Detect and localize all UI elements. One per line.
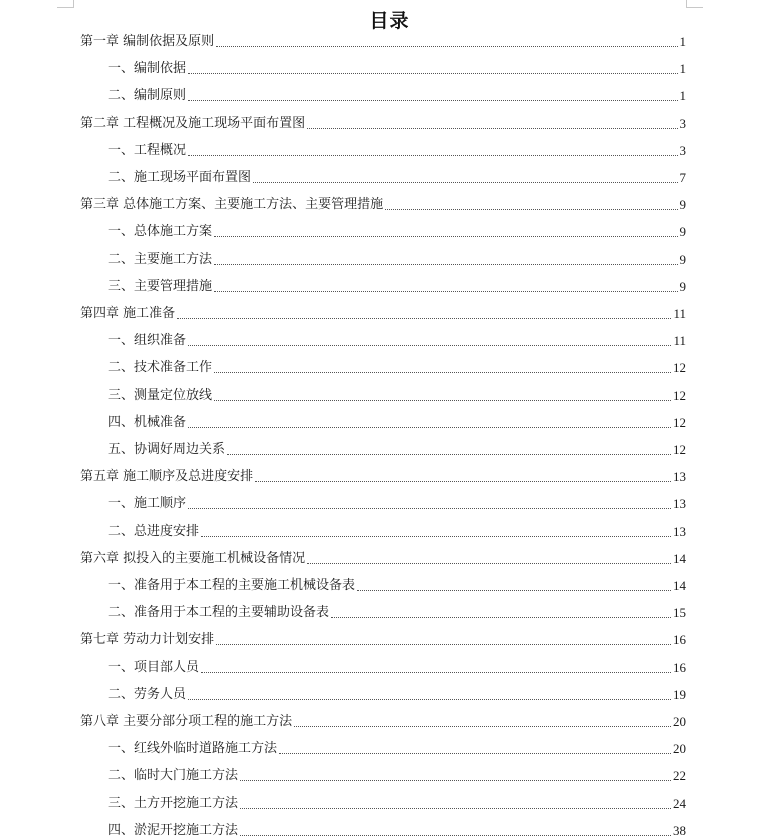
toc-page-number: 38 xyxy=(673,822,686,838)
toc-section-entry[interactable] xyxy=(108,438,686,458)
toc-section-entry[interactable] xyxy=(108,520,686,540)
toc-page-number: 11 xyxy=(673,333,686,349)
toc-page-number: 7 xyxy=(679,170,686,185)
toc-page-number: 9 xyxy=(679,224,686,240)
toc-section-entry[interactable] xyxy=(108,792,686,812)
toc-dot-leader xyxy=(307,563,671,564)
toc-section-entry[interactable] xyxy=(108,166,686,186)
toc-page-number: 1 xyxy=(679,61,686,77)
toc-dot-leader xyxy=(188,73,677,74)
toc-section-entry[interactable] xyxy=(108,384,686,404)
toc-page-number: 1 xyxy=(679,88,686,104)
toc-dot-leader xyxy=(294,726,671,727)
toc-page-number: 9 xyxy=(679,251,686,267)
toc-section-entry[interactable] xyxy=(108,275,686,295)
toc-entry-text: 第五章 施工顺序及总进度安排 xyxy=(80,469,254,485)
toc-dot-leader xyxy=(214,236,677,237)
toc-dot-leader xyxy=(307,128,677,129)
toc-entry-text: 一、编制依据 xyxy=(108,61,187,77)
toc-dot-leader xyxy=(357,590,671,591)
toc-chapter-entry[interactable] xyxy=(80,465,686,485)
toc-section-entry[interactable] xyxy=(108,84,686,104)
toc-section-entry[interactable] xyxy=(108,574,686,594)
toc-dot-leader xyxy=(188,345,671,346)
toc-dot-leader xyxy=(214,291,677,292)
toc-dot-leader xyxy=(201,536,671,537)
toc-entry-text: 第一章 编制依据及原则 xyxy=(80,34,215,49)
toc-page-number: 9 xyxy=(679,197,686,213)
toc-section-entry[interactable] xyxy=(108,601,686,621)
toc-entry-text: 一、工程概况 xyxy=(108,142,187,158)
toc-entry-text: 一、组织准备 xyxy=(108,333,187,349)
toc-section-entry[interactable] xyxy=(108,764,686,784)
toc-chapter-entry[interactable] xyxy=(80,302,686,322)
toc-entry-text: 二、总进度安排 xyxy=(108,523,200,539)
toc-entry-text: 一、总体施工方案 xyxy=(108,224,213,240)
toc-entry-text: 四、淤泥开挖施工方法 xyxy=(108,822,239,838)
toc-dot-leader xyxy=(188,508,671,509)
toc-chapter-entry[interactable] xyxy=(80,547,686,567)
toc-entry-text: 第二章 工程概况及施工现场平面布置图 xyxy=(80,115,306,131)
toc-dot-leader xyxy=(253,182,677,183)
toc-section-entry[interactable] xyxy=(108,411,686,431)
toc-dot-leader xyxy=(177,318,671,319)
toc-entry-text: 第六章 拟投入的主要施工机械设备情况 xyxy=(80,550,306,566)
toc-dot-leader xyxy=(188,699,671,700)
toc-entry-text: 三、土方开挖施工方法 xyxy=(108,795,239,811)
toc-dot-leader xyxy=(216,644,671,645)
toc-dot-leader xyxy=(279,753,671,754)
toc-dot-leader xyxy=(227,454,671,455)
toc-page-number: 3 xyxy=(679,142,686,158)
toc-dot-leader xyxy=(214,400,671,401)
toc-dot-leader xyxy=(188,427,671,428)
toc-section-entry[interactable] xyxy=(108,656,686,676)
toc-dot-leader xyxy=(240,780,671,781)
toc-entry-text: 第八章 主要分部分项工程的施工方法 xyxy=(80,714,293,729)
toc-dot-leader xyxy=(188,100,677,101)
toc-section-entry[interactable] xyxy=(108,329,686,349)
toc-page-number: 9 xyxy=(679,278,686,294)
toc-page-number: 13 xyxy=(673,496,686,512)
toc-entry-text: 二、编制原则 xyxy=(108,88,187,104)
toc-page-number: 14 xyxy=(673,578,686,593)
toc-entry-text: 二、临时大门施工方法 xyxy=(108,768,239,784)
toc-section-entry[interactable] xyxy=(108,139,686,159)
toc-entry-text: 第三章 总体施工方案、主要施工方法、主要管理措施 xyxy=(80,197,384,213)
toc-page-number: 20 xyxy=(673,741,686,757)
toc-entry-text: 二、技术准备工作 xyxy=(108,360,213,376)
toc-section-entry[interactable] xyxy=(108,819,686,839)
toc-dot-leader xyxy=(385,209,677,210)
toc-dot-leader xyxy=(216,46,677,47)
toc-entry-text: 二、准备用于本工程的主要辅助设备表 xyxy=(108,605,330,621)
toc-section-entry[interactable] xyxy=(108,737,686,757)
toc-section-entry[interactable] xyxy=(108,492,686,512)
toc-page-number: 20 xyxy=(673,714,686,729)
toc-entry-text: 一、红线外临时道路施工方法 xyxy=(108,741,278,757)
toc-page-number: 12 xyxy=(673,442,686,457)
toc-dot-leader xyxy=(240,808,671,809)
toc-page-number: 19 xyxy=(673,686,686,702)
toc-page-number: 24 xyxy=(673,795,686,811)
toc-title: 目录 xyxy=(369,10,410,32)
toc-entry-text: 三、主要管理措施 xyxy=(108,278,213,294)
toc-chapter-entry[interactable] xyxy=(80,193,686,213)
toc-page-number: 16 xyxy=(673,659,686,675)
toc-dot-leader xyxy=(255,481,671,482)
toc-section-entry[interactable] xyxy=(108,683,686,703)
toc-page-number: 13 xyxy=(673,523,686,539)
toc-page-number: 12 xyxy=(673,360,686,376)
toc-page-number: 11 xyxy=(673,306,686,321)
toc-page-number: 22 xyxy=(673,768,686,784)
toc-entry-text: 三、测量定位放线 xyxy=(108,387,213,403)
toc-page-number: 16 xyxy=(673,632,686,648)
toc-entry-text: 四、机械准备 xyxy=(108,414,187,430)
toc-entry-text: 五、协调好周边关系 xyxy=(108,442,226,457)
toc-dot-leader xyxy=(188,155,677,156)
toc-entry-text: 一、准备用于本工程的主要施工机械设备表 xyxy=(108,578,356,593)
toc-page-number: 15 xyxy=(673,605,686,621)
toc-chapter-entry[interactable] xyxy=(80,112,686,132)
toc-section-entry[interactable] xyxy=(108,57,686,77)
toc-section-entry[interactable] xyxy=(108,220,686,240)
toc-dot-leader xyxy=(214,372,671,373)
toc-page-number: 13 xyxy=(673,469,686,485)
toc-page-number: 14 xyxy=(673,550,686,566)
toc-entry-text: 一、施工顺序 xyxy=(108,496,187,512)
toc-page-number: 12 xyxy=(673,387,686,403)
toc-entry-text: 第七章 劳动力计划安排 xyxy=(80,632,215,648)
toc-page-number: 12 xyxy=(673,414,686,430)
toc-dot-leader xyxy=(331,617,671,618)
toc-dot-leader xyxy=(214,264,677,265)
toc-section-entry[interactable] xyxy=(108,356,686,376)
toc-entry-text: 二、施工现场平面布置图 xyxy=(108,170,252,185)
toc-entry-text: 二、主要施工方法 xyxy=(108,251,213,267)
toc-page-number: 1 xyxy=(679,34,686,49)
toc-dot-leader xyxy=(201,672,671,673)
toc-page-number: 3 xyxy=(679,115,686,131)
toc-entry-text: 二、劳务人员 xyxy=(108,686,187,702)
toc-entry-text: 一、项目部人员 xyxy=(108,659,200,675)
toc-section-entry[interactable] xyxy=(108,248,686,268)
toc-chapter-entry[interactable] xyxy=(80,710,686,730)
toc-chapter-entry[interactable] xyxy=(80,628,686,648)
toc-dot-leader xyxy=(240,835,671,836)
toc-entry-text: 第四章 施工准备 xyxy=(80,306,176,321)
toc-chapter-entry[interactable] xyxy=(80,30,686,50)
